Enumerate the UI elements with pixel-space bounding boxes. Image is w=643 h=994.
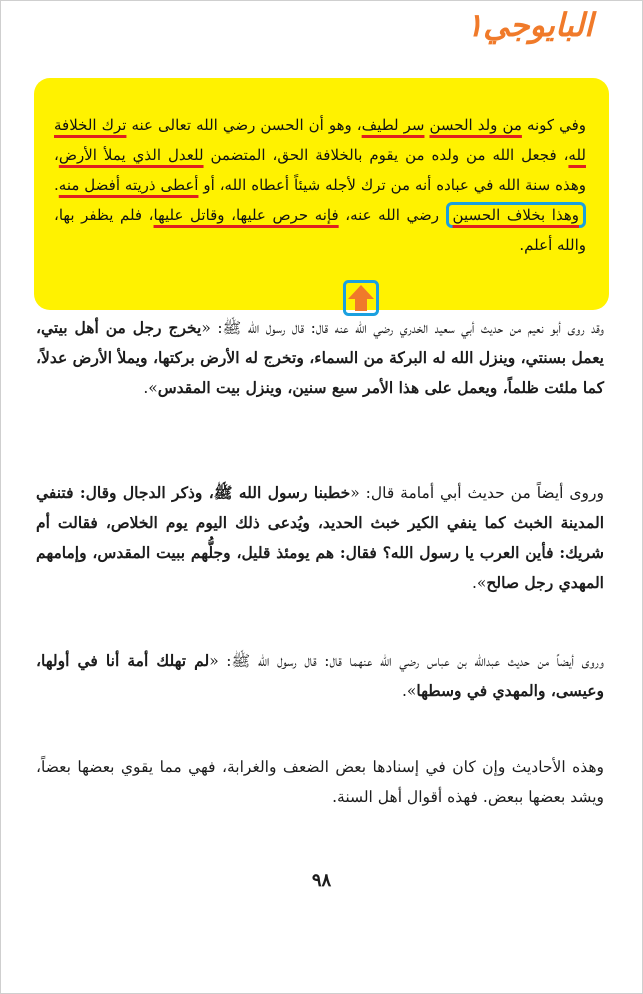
text-segment: ، وهو أن الحسن رضي الله تعالى عنه <box>126 116 362 134</box>
paragraph-text: وقد روى أبو نعيم من حديث أبي سعيد الخدري رضي الله عنه قال: قال رسول الله ﷺ: « <box>201 319 604 337</box>
underlined-phrase: سر لطيف <box>361 116 425 134</box>
underlined-phrase: أعطى ذريته أفضل منه <box>58 176 199 194</box>
up-arrow-icon <box>343 280 379 316</box>
underlined-phrase: ترك الخلافة لله <box>54 116 586 164</box>
text-segment: ، وهذه سنة الله في عباده أنه من ترك لأجله شيئاً أعطاه الله، أو <box>54 146 586 194</box>
underlined-phrase: للعدل الذي يملأ الأرض <box>58 146 204 164</box>
paragraph-text: ». <box>401 682 417 700</box>
paragraph-text: وروى أيضاً من حديث أبي أمامة قال: « <box>350 484 604 502</box>
text-segment: . <box>54 176 59 194</box>
text-segment: ، فلم يظفر بها، والله أعلم. <box>54 206 586 254</box>
text-segment: وفي كونه <box>521 116 587 134</box>
text-segment: ، فجعل الله من ولده من يقوم بالخلافة الحق، المتضمن <box>203 146 569 164</box>
circled-phrase: وهذا بخلاف الحسين <box>446 202 586 228</box>
highlighted-passage <box>54 110 586 260</box>
hadith-quote: يخرج رجل من أهل بيتي، يعمل بسنتي، وينزل الله له البركة من السماء، وتخرج له الأرض بركتها، ويملأ الأرض عدلاً، كما ملئت ظلماً، ويعمل على هذا الأمر سبع سنين، وينزل بيت المقدس <box>36 318 604 397</box>
paragraph-conclusion: وهذه الأحاديث وإن كان في إسنادها بعض الضعف والغرابة، فهي مما يقوي بعضها بعضاً، ويشد بعضها ببعض. فهذه أقوال أهل السنة. <box>36 758 604 806</box>
paragraph-text: وروى أيضاً من حديث عبدالله بن عباس رضي الله عنهما قال: قال رسول الله ﷺ: « <box>209 652 604 670</box>
hadith-quote: خطبنا رسول الله ﷺ، وذكر الدجال وقال: فتنفي المدينة الخبث كما ينفي الكير خبث الحديد، ويُدعى ذلك اليوم يوم الخلاص، فقالت أم شريك: فأين العرب يا رسول الله؟ فقال: هم يومئذ قليل، وجلُّهم ببيت المقدس، وإمامهم المهدي رجل صالح <box>36 483 604 592</box>
paragraph-hadith-ibn-abbas <box>36 646 604 706</box>
paragraph-hadith-abu-umama <box>36 478 604 598</box>
page-header-title: البايوجي١ <box>465 6 593 44</box>
text-segment: رضي الله عنه، <box>338 206 446 224</box>
paragraph-text: ». <box>471 574 487 592</box>
underlined-phrase: من ولد الحسن <box>429 116 522 134</box>
paragraph-hadith-abu-saeed <box>36 313 604 403</box>
paragraph-text: ». <box>143 379 158 397</box>
underlined-phrase: فإنه حرص عليها، وقاتل عليها <box>153 206 339 224</box>
page-number: ٩٨ <box>311 870 332 891</box>
hadith-quote: لم تهلك أمة أنا في أولها، وعيسى، والمهدي في وسطها <box>36 651 604 700</box>
